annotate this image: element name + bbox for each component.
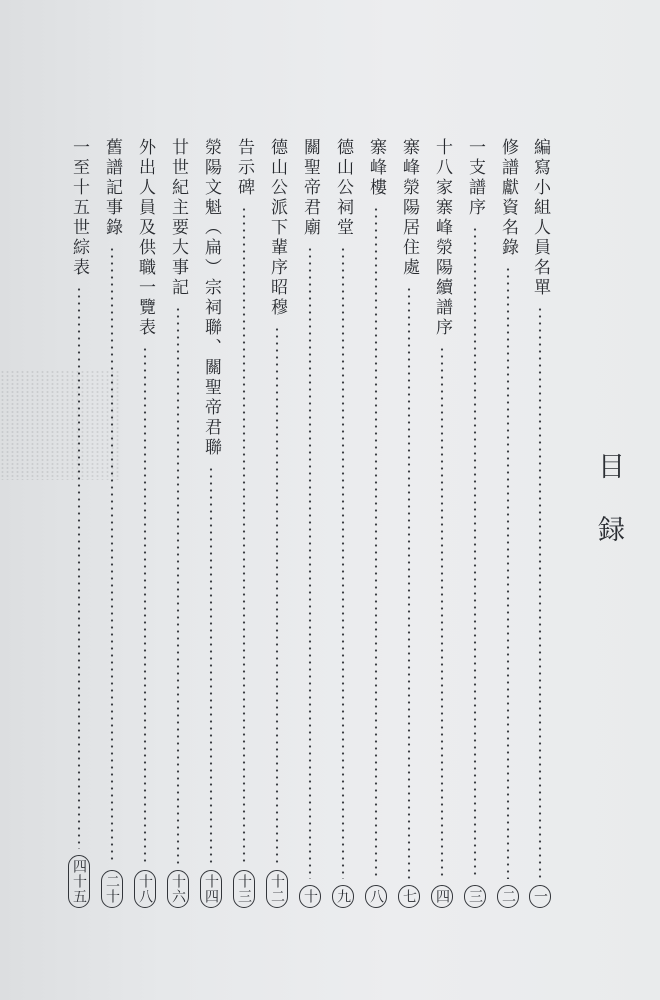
dot-leader [99, 246, 125, 864]
toc-entry-title: 一支譜序 [465, 138, 485, 218]
toc-entry-title: 關聖帝君廟 [300, 138, 320, 238]
dot-leader [231, 206, 257, 864]
toc-entry-title: 編寫小組人員名單 [530, 138, 550, 298]
toc-entry[interactable] [99, 138, 125, 908]
dot-leader [429, 346, 455, 879]
toc-page-number: 二十 [101, 870, 123, 908]
dot-leader [264, 326, 290, 864]
heading-char-mu: 目 [593, 452, 624, 479]
toc-entry-title: 外出人員及供職一覽表 [135, 138, 155, 338]
toc-entry-title: 寨峰樓 [366, 138, 386, 198]
dot-leader [396, 286, 422, 879]
toc-page-number: 四十五 [68, 855, 90, 908]
dot-leader [363, 206, 389, 879]
toc-entry-title: 修譜獻資名錄 [498, 138, 518, 258]
toc-entry-title: 德山公派下輩序昭穆 [267, 138, 287, 318]
dot-leader [527, 306, 553, 879]
toc-entry[interactable] [165, 138, 191, 908]
toc-page-number: 十六 [167, 870, 189, 908]
toc-entry-title: 德山公祠堂 [333, 138, 353, 238]
toc-page-number: 四 [431, 885, 453, 908]
toc-entry[interactable] [396, 138, 422, 908]
dot-leader [297, 246, 323, 879]
toc-page-number: 十二 [266, 870, 288, 908]
toc-entry[interactable] [132, 138, 158, 908]
toc-page-number: 九 [332, 885, 354, 908]
dot-leader [66, 286, 92, 849]
toc-entry[interactable] [363, 138, 389, 908]
dot-leader [462, 226, 488, 879]
toc-entry[interactable] [527, 138, 553, 908]
toc-page-number: 十三 [233, 870, 255, 908]
toc-entry-title: 寨峰滎陽居住處 [399, 138, 419, 278]
toc-entry[interactable] [198, 138, 224, 908]
dot-leader [132, 346, 158, 864]
toc-entry[interactable] [330, 138, 356, 908]
toc-page-number: 三 [464, 885, 486, 908]
toc-entry[interactable] [231, 138, 257, 908]
dot-leader [198, 466, 224, 864]
toc-entry[interactable] [66, 138, 92, 908]
toc-entry[interactable] [264, 138, 290, 908]
toc-page-number: 十八 [134, 870, 156, 908]
toc-entry[interactable] [297, 138, 323, 908]
toc-page-number: 七 [398, 885, 420, 908]
toc-entry-title: 告示碑 [234, 138, 254, 198]
toc-entry-title: 廿世紀主要大事記 [168, 138, 188, 298]
toc-page-number: 二 [497, 885, 519, 908]
toc-entry[interactable] [429, 138, 455, 908]
toc-page-number: 八 [365, 885, 387, 908]
toc-entry-title: 十八家寨峰滎陽續譜序 [432, 138, 452, 338]
heading-char-lu: 録 [593, 515, 624, 542]
toc-entry[interactable] [495, 138, 521, 908]
toc-page-number: 十四 [200, 870, 222, 908]
dot-leader [495, 266, 521, 879]
toc-entry-title: 舊譜記事錄 [102, 138, 122, 238]
toc-page-number: 十 [299, 885, 321, 908]
toc-page-number: 一 [529, 885, 551, 908]
toc-entry-title: 滎陽文魁（扁）宗祠聯、關聖帝君聯 [201, 138, 221, 458]
toc-entry-title: 一至十五世綜表 [69, 138, 89, 278]
dot-leader [330, 246, 356, 879]
toc-entry[interactable] [462, 138, 488, 908]
dot-leader [165, 306, 191, 864]
